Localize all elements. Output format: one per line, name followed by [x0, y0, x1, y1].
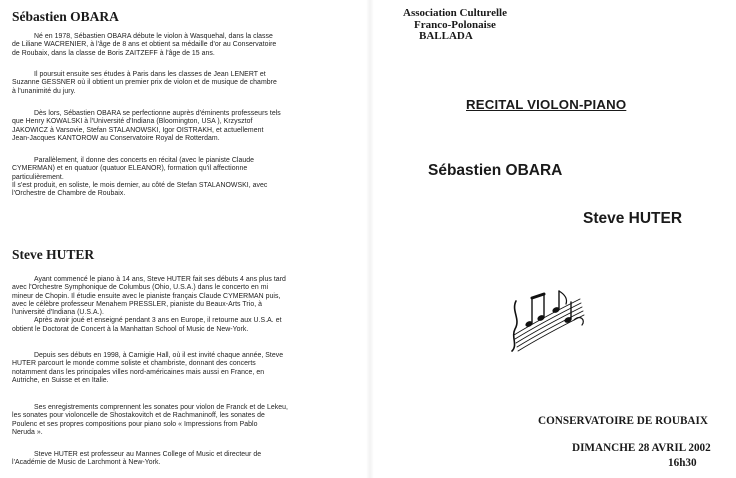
- text-line: mineur de Chopin. Il étudie ensuite avec le pianiste français Claude CYMERMAN puis,: [12, 292, 281, 300]
- text-line: Ayant commencé le piano à 14 ans, Steve HUTER fait ses débuts 4 ans plus tard: [34, 276, 286, 283]
- text-line: de Roubaix, dans la classe de Boris ZAITZEFF à l'âge de 15 ans.: [12, 49, 215, 57]
- obara-paragraph-4: [12, 157, 268, 198]
- concert-date: DIMANCHE 28 AVRIL 2002: [572, 442, 711, 454]
- association-line-3: BALLADA: [419, 30, 473, 42]
- text-line: que Henry KOWALSKI à l'Université d'Indiana (Bloomington, USA ), Krzysztof: [12, 118, 253, 126]
- text-line: Steve HUTER est professeur au Mannes College of Music et directeur de: [34, 451, 262, 458]
- text-line: Dès lors, Sébastien OBARA se perfectionne auprès d'éminents professeurs tels: [34, 110, 281, 117]
- text-line: JAKOWICZ à Varsovie, Stefan STALANOWSKI, Igor OISTRAKH, et actuellement: [12, 126, 264, 134]
- obara-paragraph-2: [12, 71, 277, 96]
- text-line: Neruda ».: [12, 428, 43, 436]
- text-line: de Liliane WACRENIER, à l'âge de 8 ans et obtient sa médaille d'or au Conservatoire: [12, 41, 277, 49]
- text-line: Il s'est produit, en soliste, le mois dernier, au côté de Stefan STALANOWSKI, avec: [12, 181, 268, 189]
- performer-violin: Sébastien OBARA: [428, 162, 563, 179]
- text-line: les sonates pour violoncelle de Shostakovitch et de Rachmaninoff, les sonates de: [12, 412, 265, 420]
- bio-title-obara: Sébastien OBARA: [12, 9, 119, 24]
- concert-time: 16h30: [668, 457, 697, 469]
- text-line: Il poursuit ensuite ses études à Paris dans les classes de Jean LENERT et: [34, 71, 266, 78]
- text-line: avec le célèbre professeur Menahem PRESSLER, pianiste du Beaux-Arts Trio, à: [12, 300, 263, 308]
- text-line: Jean-Jacques KANTOROW au Conservatoire Royal de Rotterdam.: [12, 134, 220, 142]
- association-name: [403, 8, 507, 43]
- huter-paragraph-1: [12, 276, 286, 334]
- music-notes-illustration: [508, 289, 592, 353]
- text-line: Après avoir joué et enseigné pendant 3 ans en Europe, il retourne aux U.S.A. et: [34, 317, 282, 325]
- venue: CONSERVATOIRE DE ROUBAIX: [538, 415, 708, 427]
- text-line: Né en 1978, Sébastien OBARA débute le violon à Wasquehal, dans la classe: [34, 33, 273, 40]
- association-line-1: Association Culturelle: [403, 7, 507, 19]
- text-line: notamment dans les principales villes nord-américaines mais aussi en France, en: [12, 368, 265, 376]
- huter-paragraph-3: [12, 404, 289, 437]
- huter-paragraph-4: [12, 451, 262, 468]
- text-line: l'Académie de Music de Larchmont à New-York.: [12, 459, 161, 467]
- text-line: Suzanne GESSNER où il obtient un premier prix de violon et de musique de chambre: [12, 79, 277, 87]
- text-line: particulièrement.: [12, 173, 64, 181]
- association-line-2: Franco-Polonaise: [414, 18, 496, 31]
- text-line: Poulenc et ses propres compositions pour piano solo « Impressions from Pablo: [12, 420, 258, 428]
- text-line: CYMERMAN) et en quatuor (quatuor ELEANOR), formation qu'il affectionne: [12, 165, 248, 173]
- text-line: HUTER parcourt le monde comme soliste et chambriste, donnant des concerts: [12, 360, 256, 368]
- text-line: Parallèlement, il donne des concerts en récital (avec le pianiste Claude: [34, 157, 255, 164]
- text-line: Autriche, en Suisse et en Italie.: [12, 376, 109, 384]
- text-line: Depuis ses débuts en 1998, à Carnigie Hall, où il est invité chaque année, Steve: [34, 352, 284, 359]
- text-line: l'université d'Indiana (U.S.A.).: [12, 309, 104, 317]
- text-line: l'Orchestre de Chambre de Roubaix.: [12, 190, 126, 198]
- text-line: Ses enregistrements comprennent les sonates pour violon de Franck et de Lekeu,: [34, 404, 289, 411]
- obara-paragraph-3: [12, 110, 281, 143]
- obara-paragraph-1: [12, 33, 277, 58]
- text-line: à l'unanimité du jury.: [12, 87, 76, 95]
- bio-title-huter: Steve HUTER: [12, 247, 95, 262]
- concert-cover-page: [372, 0, 736, 478]
- performer-piano: Steve HUTER: [583, 210, 683, 227]
- text-line: obtient le Doctorat de Concert à la Manhattan School of Music de New-York.: [12, 325, 249, 333]
- huter-paragraph-2: [12, 352, 284, 385]
- text-line: avec l'Orchestre Symphonique de Columbus (Ohio, U.S.A.) dans le concerto en mi: [12, 284, 269, 292]
- recital-title: RECITAL VIOLON-PIANO: [466, 97, 627, 112]
